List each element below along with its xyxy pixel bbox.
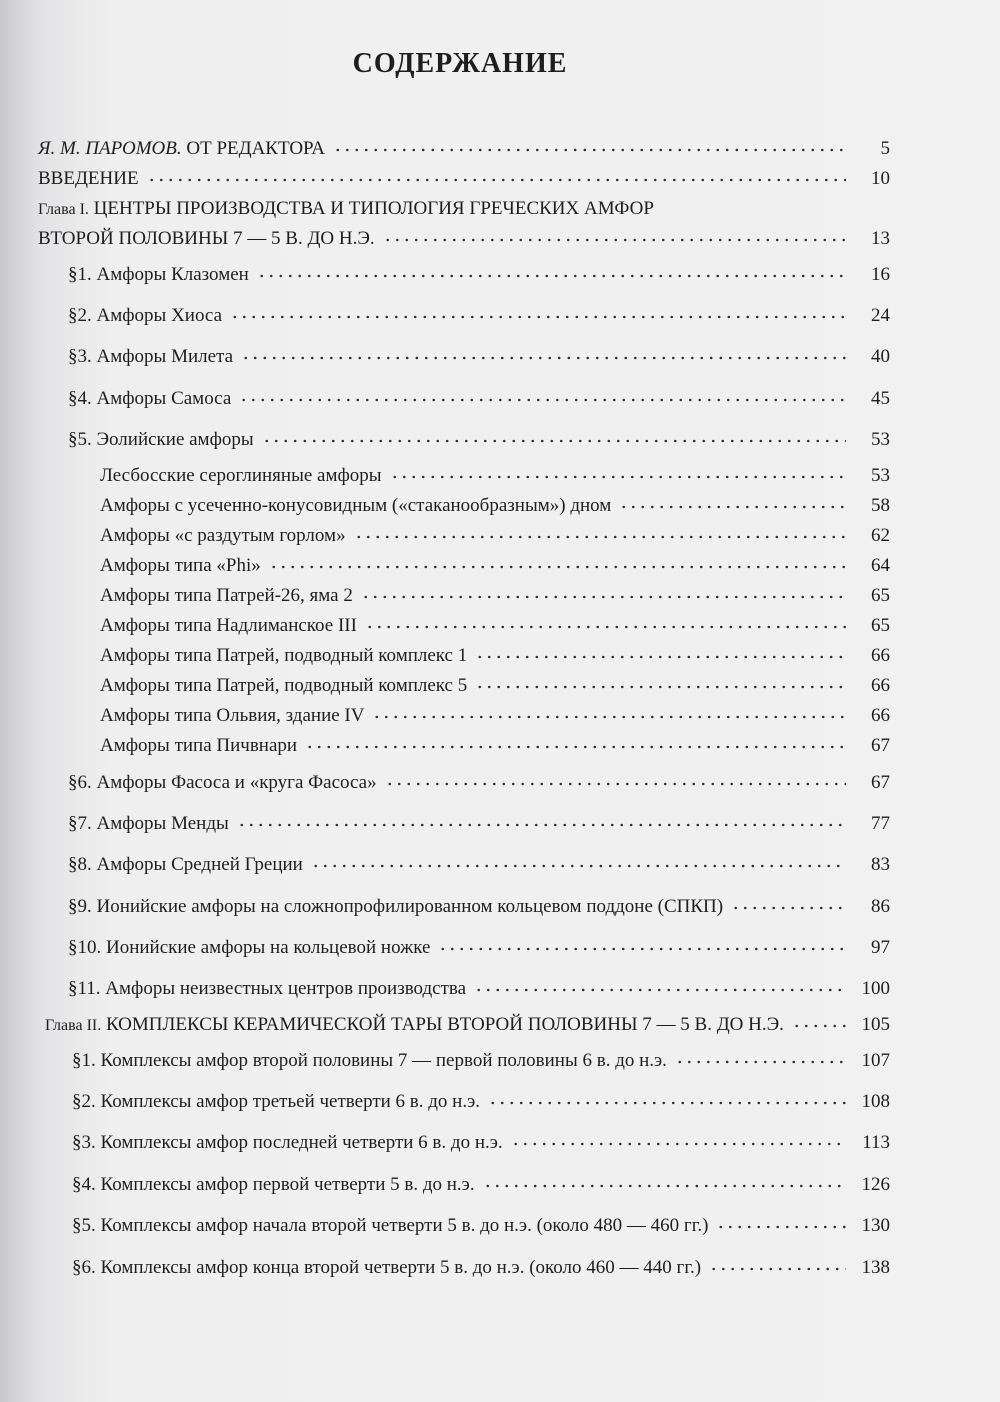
- page-number: 58: [871, 495, 890, 516]
- dot-leader: [241, 355, 846, 361]
- chapter-2-heading[interactable]: [45, 1010, 890, 1040]
- dot-leader: [262, 438, 846, 444]
- page-number: 130: [861, 1215, 890, 1236]
- dot-leader: [511, 1141, 846, 1147]
- entry-text: ВВЕДЕНИЕ: [38, 168, 139, 189]
- toc-section[interactable]: [68, 342, 890, 372]
- entry-text: Амфоры типа «Phi»: [100, 555, 261, 576]
- page-number: 113: [862, 1132, 890, 1153]
- editor-name: Я. М. ПАРОМОВ.: [38, 138, 182, 159]
- page-number: 138: [861, 1257, 890, 1278]
- entry-text: Амфоры «с раздутым горлом»: [100, 525, 346, 546]
- chapter-1-heading-cont[interactable]: [38, 224, 890, 254]
- page-number: 64: [871, 555, 890, 576]
- dot-leader: [716, 1224, 846, 1230]
- dot-leader: [354, 534, 846, 540]
- page-number: 16: [871, 264, 890, 285]
- toc-subitem[interactable]: [100, 521, 890, 551]
- entry-text: §2. Амфоры Хиоса: [68, 305, 223, 326]
- toc-section[interactable]: [72, 1253, 890, 1283]
- dot-leader: [239, 397, 846, 403]
- dot-leader: [731, 905, 846, 911]
- dot-leader: [438, 946, 846, 952]
- entry-text: §4. Амфоры Самоса: [68, 388, 232, 409]
- entry-text: §6. Амфоры Фасоса и «круга Фасоса»: [68, 772, 377, 793]
- dot-leader: [311, 863, 846, 869]
- dot-leader: [475, 684, 846, 690]
- page-number: 67: [871, 735, 890, 756]
- toc-subitem[interactable]: [100, 461, 890, 491]
- toc-section[interactable]: [68, 768, 890, 798]
- dot-leader: [269, 564, 846, 570]
- entry-text: Амфоры типа Пичвнари: [100, 735, 298, 756]
- toc-subitem[interactable]: [100, 611, 890, 641]
- dot-leader: [619, 504, 846, 510]
- dot-leader: [361, 594, 846, 600]
- entry-text: §7. Амфоры Менды: [68, 813, 229, 834]
- entry-text: §5. Эолийские амфоры: [68, 429, 254, 450]
- entry-text: §3. Комплексы амфор последней четверти 6 в. до н.э.: [72, 1132, 503, 1153]
- page-number: 100: [861, 978, 890, 999]
- dot-leader: [390, 474, 846, 480]
- page-number: 10: [871, 168, 890, 189]
- page-number: 53: [871, 429, 890, 450]
- chapter-title: ЦЕНТРЫ ПРОИЗВОДСТВА И ТИПОЛОГИЯ ГРЕЧЕСКИХ АМФОР: [88, 198, 654, 219]
- toc-subitem[interactable]: [100, 551, 890, 581]
- dot-leader: [383, 237, 846, 243]
- entry-text: Амфоры типа Патрей, подводный комплекс 5: [100, 675, 468, 696]
- page-number: 24: [871, 305, 890, 326]
- toc-section[interactable]: [72, 1087, 890, 1117]
- dot-leader: [257, 273, 846, 279]
- toc-section[interactable]: [72, 1211, 890, 1241]
- toc-section[interactable]: [68, 384, 890, 414]
- page-number: 97: [871, 937, 890, 958]
- page-number: 65: [871, 615, 890, 636]
- page-number: 108: [861, 1091, 890, 1112]
- toc-subitem[interactable]: [100, 701, 890, 731]
- toc-section[interactable]: [68, 260, 890, 290]
- entry-text: §2. Комплексы амфор третьей четверти 6 в. до н.э.: [72, 1091, 480, 1112]
- toc-section[interactable]: [72, 1046, 890, 1076]
- dot-leader: [483, 1183, 846, 1189]
- entry-text: §5. Комплексы амфор начала второй четверти 5 в. до н.э. (около 480 — 460 гг.): [72, 1215, 709, 1236]
- dot-leader: [475, 654, 846, 660]
- entry-text: §11. Амфоры неизвестных центров производства: [68, 978, 467, 999]
- page-number: 86: [871, 896, 890, 917]
- entry-text: §9. Ионийские амфоры на сложнопрофилированном кольцевом поддоне (СПКП): [68, 896, 724, 917]
- toc-section[interactable]: [68, 850, 890, 880]
- page-number: 45: [871, 388, 890, 409]
- toc-subitem[interactable]: [100, 641, 890, 671]
- dot-leader: [305, 744, 846, 750]
- page-number: 62: [871, 525, 890, 546]
- page-number: 66: [871, 675, 890, 696]
- dot-leader: [230, 314, 846, 320]
- entry-text: ОТ РЕДАКТОРА: [181, 138, 325, 159]
- page-number: 126: [861, 1174, 890, 1195]
- entry-text: §3. Амфоры Милета: [68, 346, 234, 367]
- toc-section[interactable]: [68, 974, 890, 1004]
- chapter-label: Глава I.: [38, 201, 89, 218]
- toc-section[interactable]: [72, 1170, 890, 1200]
- entry-text: Амфоры с усеченно-конусовидным («стаканообразным») дном: [100, 495, 612, 516]
- entry-text: §10. Ионийские амфоры на кольцевой ножке: [68, 937, 431, 958]
- entry-text: Амфоры типа Патрей, подводный комплекс 1: [100, 645, 468, 666]
- page-title: СОДЕРЖАНИЕ: [352, 48, 568, 79]
- page-number: 77: [871, 813, 890, 834]
- chapter-title: КОМПЛЕКСЫ КЕРАМИЧЕСКОЙ ТАРЫ ВТОРОЙ ПОЛОВИНЫ 7 — 5 В. ДО Н.Э.: [101, 1014, 784, 1035]
- entry-text: Лесбосские сероглиняные амфоры: [100, 465, 382, 486]
- toc-subitem[interactable]: [100, 581, 890, 611]
- toc-entry-intro[interactable]: [38, 164, 890, 194]
- dot-leader: [372, 714, 846, 720]
- entry-text: §4. Комплексы амфор первой четверти 5 в. до н.э.: [72, 1174, 475, 1195]
- toc-entry-editor[interactable]: [38, 134, 890, 164]
- toc-subitem[interactable]: [100, 671, 890, 701]
- entry-text: §1. Амфоры Клазомен: [68, 264, 249, 285]
- entry-text: Амфоры типа Надлиманское III: [100, 615, 357, 636]
- dot-leader: [474, 987, 846, 993]
- dot-leader: [488, 1100, 846, 1106]
- dot-leader: [792, 1023, 846, 1029]
- entry-text: Амфоры типа Патрей-26, яма 2: [100, 585, 353, 606]
- chapter-title-line2: ВТОРОЙ ПОЛОВИНЫ 7 — 5 В. ДО Н.Э.: [38, 228, 375, 249]
- entry-text: §8. Амфоры Средней Греции: [68, 854, 303, 875]
- page-number: 40: [871, 346, 890, 367]
- dot-leader: [237, 822, 846, 828]
- page-number: 67: [871, 772, 890, 793]
- entry-text: Амфоры типа Ольвия, здание IV: [100, 705, 365, 726]
- dot-leader: [365, 624, 846, 630]
- dot-leader: [385, 781, 846, 787]
- page-number: 66: [871, 705, 890, 726]
- dot-leader: [147, 177, 846, 183]
- chapter-label: Глава II.: [45, 1017, 102, 1034]
- entry-text: §1. Комплексы амфор второй половины 7 — первой половины 6 в. до н.э.: [72, 1050, 667, 1071]
- page-number: 107: [861, 1050, 890, 1071]
- page-number: 66: [871, 645, 890, 666]
- page-number: 83: [871, 854, 890, 875]
- toc-section[interactable]: [68, 892, 890, 922]
- page-number: 65: [871, 585, 890, 606]
- toc-section[interactable]: [72, 1128, 890, 1158]
- toc-section[interactable]: [68, 301, 890, 331]
- page-number: 13: [871, 228, 890, 249]
- dot-leader: [333, 147, 846, 153]
- chapter-1-heading[interactable]: [38, 194, 890, 224]
- toc-subitem[interactable]: [100, 491, 890, 521]
- page-number: 5: [880, 138, 890, 159]
- page-number: 53: [871, 465, 890, 486]
- toc-section[interactable]: [68, 425, 890, 455]
- dot-leader: [709, 1266, 846, 1272]
- page-number: 105: [861, 1014, 890, 1035]
- dot-leader: [675, 1059, 846, 1065]
- toc-subitem[interactable]: [100, 731, 890, 761]
- toc-section[interactable]: [68, 809, 890, 839]
- toc-section[interactable]: [68, 933, 890, 963]
- entry-text: §6. Комплексы амфор конца второй четверти 5 в. до н.э. (около 460 — 440 гг.): [72, 1257, 702, 1278]
